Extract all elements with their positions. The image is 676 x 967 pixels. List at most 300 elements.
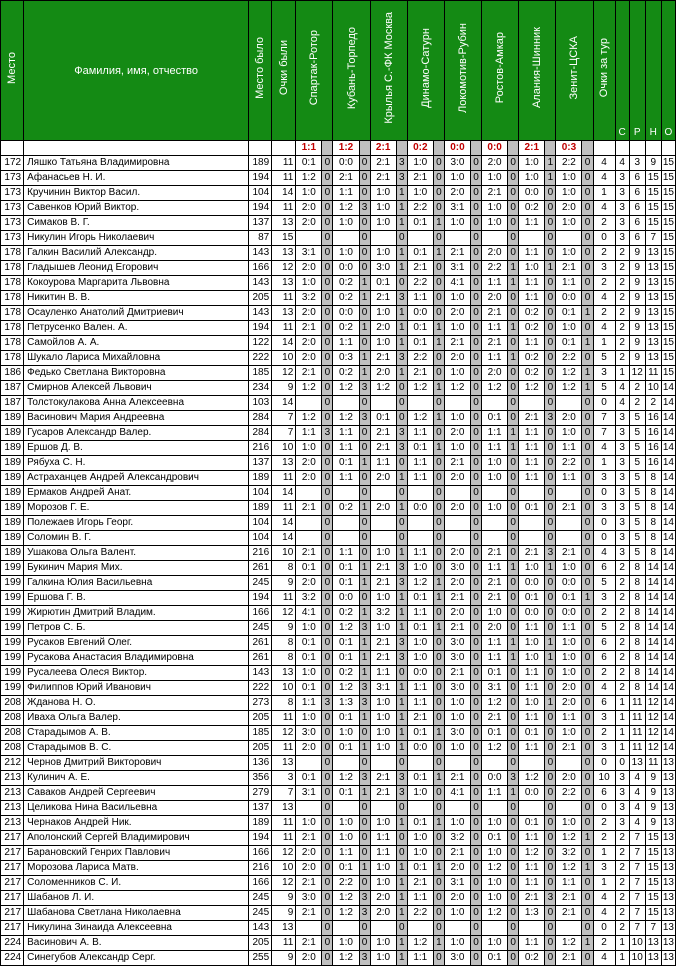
col-match-5: Локомотив-Рубин [444,1,481,141]
cell-pts-5: 0 [471,846,482,861]
cell-pred-3: 1:0 [370,696,396,711]
cell-o: 15 [661,186,675,201]
cell-place: 213 [1,816,24,831]
cell-was-points: 7 [272,426,296,441]
cell-pts-7: 0 [545,816,556,831]
cell-pts-5: 0 [471,336,482,351]
cell-pts-4: 0 [433,516,444,531]
cell-was-place: 205 [249,741,272,756]
cell-pred-7 [519,756,545,771]
cell-pts-4: 0 [433,306,444,321]
cell-pts-7: 0 [545,336,556,351]
cell-pred-3 [370,756,396,771]
cell-pred-4: 1:1 [407,891,433,906]
cell-pred-7: 1:1 [519,861,545,876]
cell-place: 189 [1,546,24,561]
cell-pred-6 [482,921,508,936]
table-row [1,501,676,516]
cell-pred-6 [482,486,508,501]
cell-was-points: 10 [272,681,296,696]
cell-pts-6: 1 [508,651,519,666]
cell-pred-4: 0:0 [407,501,433,516]
cell-pred-5 [444,756,470,771]
cell-o: 13 [661,876,675,891]
cell-pred-2: 0:1 [333,861,359,876]
cell-pred-6: 1:0 [482,216,508,231]
cell-pred-3: 2:1 [370,351,396,366]
cell-pred-7: 1:1 [519,336,545,351]
cell-pred-3: 2:1 [370,156,396,171]
cell-pts-8: 0 [582,231,593,246]
cell-place: 189 [1,426,24,441]
cell-pts-2: 1 [359,786,370,801]
cell-pred-6: 1:1 [482,351,508,366]
cell-c: 3 [615,171,629,186]
cell-pred-1: 2:0 [296,951,322,966]
cell-place: 199 [1,666,24,681]
cell-pred-6: 1:1 [482,276,508,291]
cell-pts-1: 0 [322,381,333,396]
cell-pts-3: 1 [396,936,407,951]
cell-name: Полежаев Игорь Георг. [24,516,249,531]
cell-pred-4: 0:1 [407,246,433,261]
cell-pred-6: 1:0 [482,876,508,891]
cell-pred-5 [444,486,470,501]
table-row [1,891,676,906]
cell-c: 3 [615,186,629,201]
cell-o: 14 [661,546,675,561]
cell-pts-4: 0 [433,351,444,366]
cell-pts-2: 1 [359,321,370,336]
cell-pts-5: 0 [471,201,482,216]
cell-c: 2 [615,621,629,636]
cell-was-place: 273 [249,696,272,711]
cell-pred-1: 0:1 [296,651,322,666]
cell-pred-8: 2:0 [556,201,582,216]
cell-was-place: 245 [249,576,272,591]
cell-pts-5: 0 [471,186,482,201]
cell-was-points: 11 [272,291,296,306]
cell-pred-7: 2:1 [519,411,545,426]
cell-c: 3 [615,501,629,516]
cell-pred-7: 1:1 [519,876,545,891]
cell-pts-7: 0 [545,216,556,231]
cell-c: 2 [615,666,629,681]
cell-pred-1: 1:0 [296,186,322,201]
cell-pts-3: 3 [396,561,407,576]
cell-n: 13 [645,936,661,951]
cell-name: Никулин Игорь Николаевич [24,231,249,246]
cell-pts-8: 0 [582,291,593,306]
cell-pred-8: 2:2 [556,156,582,171]
cell-pred-4: 1:0 [407,831,433,846]
cell-pred-2: 1:0 [333,246,359,261]
cell-pred-6: 1:2 [482,906,508,921]
cell-pred-1 [296,801,322,816]
cell-pts-7: 0 [545,381,556,396]
cell-was-points: 13 [272,666,296,681]
cell-pred-7: 1:1 [519,831,545,846]
cell-pts-8: 0 [582,816,593,831]
cell-pred-5: 1:0 [444,321,470,336]
cell-pred-1 [296,756,322,771]
cell-was-points: 13 [272,276,296,291]
cell-place: 199 [1,561,24,576]
cell-pred-1: 0:1 [296,156,322,171]
cell-pts-6: 0 [508,831,519,846]
cell-pts-5: 0 [471,756,482,771]
cell-pred-2 [333,396,359,411]
cell-pred-6: 1:1 [482,651,508,666]
cell-n: 9 [645,786,661,801]
cell-pred-7: 0:1 [519,591,545,606]
cell-pts-7: 0 [545,186,556,201]
cell-pred-7: 2:1 [519,891,545,906]
cell-pred-3: 2:1 [370,291,396,306]
cell-pts-8: 0 [582,186,593,201]
cell-pred-3: 2:1 [370,636,396,651]
cell-place: 189 [1,471,24,486]
cell-pred-6 [482,531,508,546]
cell-pts-8: 0 [582,156,593,171]
table-row [1,921,676,936]
cell-pts-8: 0 [582,546,593,561]
cell-was-points: 13 [272,801,296,816]
cell-c: 2 [615,636,629,651]
cell-pts-4: 1 [433,321,444,336]
cell-pts-1: 0 [322,891,333,906]
cell-pts-2: 0 [359,921,370,936]
cell-pred-3: 1:0 [370,216,396,231]
cell-o: 15 [661,321,675,336]
cell-pred-6: 2:1 [482,336,508,351]
table-row [1,726,676,741]
cell-c: 3 [615,426,629,441]
cell-n: 9 [645,156,661,171]
cell-pred-2: 0:1 [333,651,359,666]
cell-pred-3: 1:1 [370,456,396,471]
cell-pts-2: 1 [359,276,370,291]
cell-tour-points: 0 [593,801,615,816]
cell-o: 13 [661,816,675,831]
cell-o: 14 [661,411,675,426]
cell-was-points: 11 [272,741,296,756]
cell-pred-6: 2:1 [482,576,508,591]
cell-was-place: 137 [249,801,272,816]
cell-was-place: 189 [249,471,272,486]
cell-n: 16 [645,426,661,441]
cell-place: 217 [1,876,24,891]
cell-pts-8: 0 [582,801,593,816]
cell-pred-6: 0:1 [482,411,508,426]
cell-pts-4: 1 [433,576,444,591]
cell-pts-1: 0 [322,201,333,216]
cell-pts-4: 1 [433,336,444,351]
cell-pred-6: 2:1 [482,591,508,606]
cell-place: 189 [1,516,24,531]
cell-pred-3: 1:0 [370,336,396,351]
cell-n: 10 [645,381,661,396]
cell-c: 1 [615,726,629,741]
cell-name: Чернов Дмитрий Викторович [24,756,249,771]
cell-pts-7: 0 [545,876,556,891]
cell-tour-points: 4 [593,321,615,336]
cell-was-points: 14 [272,516,296,531]
results-row [1,141,676,156]
cell-pts-7: 0 [545,321,556,336]
result-5: 0:0 [444,141,470,156]
cell-pts-4: 0 [433,471,444,486]
cell-tour-points: 3 [593,366,615,381]
cell-pred-8: 1:0 [556,666,582,681]
cell-tour-points: 0 [593,396,615,411]
cell-pred-5: 2:1 [444,246,470,261]
cell-pts-4: 1 [433,591,444,606]
cell-r: 5 [629,441,645,456]
cell-pts-5: 0 [471,726,482,741]
cell-was-points: 11 [272,816,296,831]
cell-was-points: 8 [272,636,296,651]
cell-pts-7: 0 [545,276,556,291]
cell-tour-points: 6 [593,651,615,666]
cell-name: Ляшко Татьяна Владимировна [24,156,249,171]
cell-pred-6: 2:1 [482,306,508,321]
cell-pred-3: 1:0 [370,201,396,216]
cell-pts-1: 3 [322,426,333,441]
cell-pred-3 [370,921,396,936]
table-row [1,291,676,306]
cell-pred-5: 2:0 [444,186,470,201]
cell-pts-3: 1 [396,876,407,891]
cell-pred-3: 3:2 [370,606,396,621]
cell-pts-6: 1 [508,636,519,651]
cell-pred-4: 0:1 [407,816,433,831]
cell-pred-2: 0:2 [333,366,359,381]
cell-pred-7 [519,231,545,246]
cell-c: 2 [615,321,629,336]
cell-name: Никулина Зинаида Алексеевна [24,921,249,936]
cell-tour-points: 2 [593,666,615,681]
cell-pts-8: 0 [582,411,593,426]
cell-pred-2 [333,486,359,501]
cell-pts-4: 0 [433,231,444,246]
cell-pts-6: 0 [508,336,519,351]
cell-pred-7: 0:2 [519,306,545,321]
cell-pts-5: 0 [471,906,482,921]
cell-n: 14 [645,636,661,651]
cell-pts-8: 1 [582,366,593,381]
cell-pts-7: 0 [545,741,556,756]
cell-pts-1: 0 [322,876,333,891]
cell-tour-points: 7 [593,426,615,441]
cell-place: 178 [1,246,24,261]
cell-pred-1: 2:0 [296,306,322,321]
cell-was-points: 11 [272,156,296,171]
table-row [1,351,676,366]
cell-pred-4: 0:1 [407,216,433,231]
table-row [1,366,676,381]
blank-cell [645,141,661,156]
cell-pts-3: 3 [396,651,407,666]
cell-pred-1: 2:0 [296,351,322,366]
cell-name: Шукало Лариса Михайловна [24,351,249,366]
cell-was-points: 9 [272,576,296,591]
cell-pred-2: 1:2 [333,201,359,216]
cell-pts-8: 0 [582,876,593,891]
cell-place: 187 [1,396,24,411]
cell-pred-1 [296,486,322,501]
cell-name: Симаков В. Г. [24,216,249,231]
cell-pred-4 [407,921,433,936]
cell-pred-2: 0:0 [333,306,359,321]
cell-pts-3: 1 [396,246,407,261]
cell-n: 13 [645,351,661,366]
cell-c: 2 [615,906,629,921]
cell-pred-1: 2:0 [296,456,322,471]
cell-o: 14 [661,486,675,501]
cell-r: 8 [629,666,645,681]
cell-pred-1: 1:0 [296,276,322,291]
cell-pts-8: 0 [582,561,593,576]
cell-pred-2: 1:2 [333,951,359,966]
cell-was-points: 12 [272,846,296,861]
cell-pts-7: 0 [545,936,556,951]
cell-pred-4 [407,516,433,531]
cell-pred-3: 2:0 [370,906,396,921]
cell-pred-3 [370,801,396,816]
cell-pts-4: 0 [433,186,444,201]
cell-pts-5: 0 [471,711,482,726]
cell-pred-5: 2:1 [444,771,470,786]
cell-tour-points: 5 [593,576,615,591]
table-row [1,396,676,411]
cell-pred-6 [482,516,508,531]
cell-pred-5: 1:0 [444,741,470,756]
cell-pred-8: 1:1 [556,276,582,291]
cell-pts-5: 0 [471,246,482,261]
cell-pts-6: 1 [508,561,519,576]
cell-pts-5: 0 [471,156,482,171]
cell-pred-8: 1:0 [556,216,582,231]
cell-pred-7: 0:1 [519,501,545,516]
cell-pts-7: 0 [545,666,556,681]
cell-pts-8: 0 [582,516,593,531]
cell-was-points: 11 [272,321,296,336]
cell-pts-6: 0 [508,291,519,306]
cell-was-points: 11 [272,711,296,726]
cell-tour-points: 10 [593,771,615,786]
table-row [1,681,676,696]
cell-place: 189 [1,456,24,471]
cell-pred-7: 0:2 [519,951,545,966]
cell-pred-7: 1:1 [519,741,545,756]
cell-pred-5: 2:1 [444,456,470,471]
cell-pts-7: 0 [545,501,556,516]
cell-pts-2: 3 [359,891,370,906]
cell-pts-6: 0 [508,906,519,921]
cell-pred-3: 2:0 [370,321,396,336]
cell-c: 2 [615,681,629,696]
cell-pred-5: 2:0 [444,891,470,906]
cell-name: Васинович А. В. [24,936,249,951]
cell-tour-points: 5 [593,381,615,396]
cell-pred-2: 0:1 [333,576,359,591]
cell-o: 15 [661,351,675,366]
cell-name: Рябуха С. Н. [24,456,249,471]
cell-pred-4: 0:0 [407,741,433,756]
cell-pred-1: 3:2 [296,291,322,306]
cell-place: 208 [1,696,24,711]
cell-was-points: 11 [272,501,296,516]
cell-pred-1: 2:0 [296,576,322,591]
cell-pred-5: 1:0 [444,291,470,306]
cell-n: 13 [645,291,661,306]
cell-pred-4: 0:1 [407,321,433,336]
cell-pts-1: 0 [322,591,333,606]
cell-pts-2: 0 [359,726,370,741]
cell-pts-4: 0 [433,801,444,816]
cell-pred-7: 1:0 [519,636,545,651]
cell-o: 14 [661,741,675,756]
cell-pts-2: 1 [359,291,370,306]
cell-was-place: 216 [249,546,272,561]
cell-c: 4 [615,156,629,171]
cell-c: 2 [615,831,629,846]
cell-o: 15 [661,291,675,306]
cell-tour-points: 6 [593,696,615,711]
cell-pts-7: 1 [545,261,556,276]
cell-pts-7: 0 [545,291,556,306]
cell-o: 14 [661,711,675,726]
cell-pred-7: 1:0 [519,261,545,276]
cell-n: 13 [645,951,661,966]
cell-pred-5: 1:0 [444,816,470,831]
cell-pts-1: 0 [322,726,333,741]
cell-o: 13 [661,921,675,936]
cell-name: Петрусенко Вален. А. [24,321,249,336]
cell-pts-2: 0 [359,441,370,456]
cell-was-place: 104 [249,516,272,531]
cell-place: 208 [1,711,24,726]
cell-pred-7: 1:1 [519,276,545,291]
cell-pred-4: 2:2 [407,906,433,921]
cell-was-points: 10 [272,546,296,561]
cell-name: Ершова Г. В. [24,591,249,606]
cell-pred-6: 2:0 [482,366,508,381]
cell-r: 4 [629,801,645,816]
cell-pts-2: 1 [359,711,370,726]
cell-pred-3: 1:0 [370,546,396,561]
cell-pts-1: 0 [322,261,333,276]
cell-c: 2 [615,561,629,576]
cell-pts-1: 0 [322,636,333,651]
cell-pts-6: 0 [508,501,519,516]
cell-place: 178 [1,291,24,306]
cell-name: Толстокулакова Анна Алексеевна [24,396,249,411]
cell-pts-5: 0 [471,921,482,936]
cell-was-place: 261 [249,636,272,651]
cell-pred-3: 2:1 [370,786,396,801]
cell-was-points: 10 [272,441,296,456]
cell-was-points: 11 [272,831,296,846]
cell-was-points: 14 [272,186,296,201]
cell-pred-3: 1:0 [370,726,396,741]
cell-pred-2: 0:0 [333,261,359,276]
table-row [1,336,676,351]
result-6: 0:0 [482,141,508,156]
cell-c: 3 [615,486,629,501]
cell-place: 199 [1,636,24,651]
